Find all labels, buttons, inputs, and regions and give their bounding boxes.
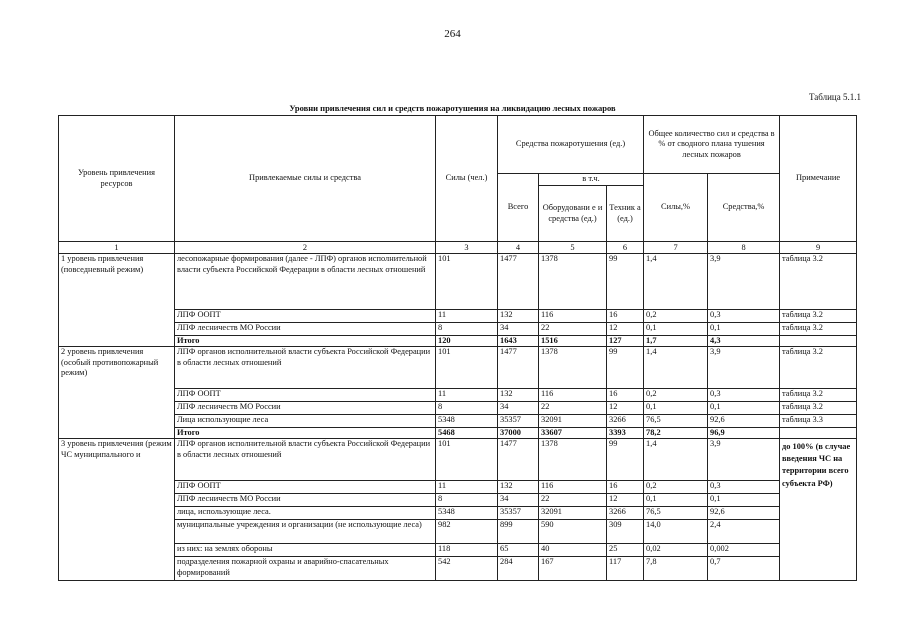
cell-total: 34 (498, 494, 539, 507)
table-row (59, 507, 857, 520)
table-row (59, 439, 857, 481)
level-label: 3 уровень привлечения (режим ЧС муниципального и (59, 439, 175, 581)
cell-note: таблица 3.2 (780, 347, 857, 389)
cell-forces-pct: 0,1 (644, 402, 708, 415)
cell-note: таблица 3.2 (780, 310, 857, 323)
level-label: 1 уровень привлечения (повседневный режим) (59, 254, 175, 347)
cell-vehicles: 16 (607, 310, 644, 323)
cell-forces-pct: 7,8 (644, 557, 708, 581)
cell-equipment: 1378 (539, 439, 607, 481)
table-row (59, 415, 857, 428)
cell-note: таблица 3.2 (780, 254, 857, 310)
row-name: лица, использующие леса. (175, 507, 436, 520)
cell-forces-pct: 0,02 (644, 544, 708, 557)
table-row (59, 481, 857, 494)
cell-means-pct: 0,3 (708, 481, 780, 494)
row-name: ЛПФ ООПТ (175, 389, 436, 402)
cell-means-pct: 0,002 (708, 544, 780, 557)
cell-equipment: 167 (539, 557, 607, 581)
cell-equipment: 22 (539, 402, 607, 415)
cell-means-pct: 92,6 (708, 507, 780, 520)
col-number: 5 (539, 242, 607, 254)
cell-vehicles: 12 (607, 494, 644, 507)
cell-equipment: 116 (539, 481, 607, 494)
table-row (59, 494, 857, 507)
row-name: лесопожарные формирования (далее - ЛПФ) органов исполнительной власти субъекта Российской Федерации в области лесных отношений (175, 254, 436, 310)
row-name: ЛПФ органов исполнительной власти субъекта Российской Федерации в области лесных отношений (175, 347, 436, 389)
cell-equipment: 1378 (539, 254, 607, 310)
table-row (59, 347, 857, 389)
col-number: 8 (708, 242, 780, 254)
cell-forces-pct: 0,2 (644, 310, 708, 323)
cell-equipment: 32091 (539, 415, 607, 428)
cell-forces-pct: 78,2 (644, 428, 708, 439)
cell-vehicles: 12 (607, 323, 644, 336)
cell-vehicles: 99 (607, 439, 644, 481)
cell-total: 899 (498, 520, 539, 544)
cell-forces: 120 (436, 336, 498, 347)
col-number: 1 (59, 242, 175, 254)
cell-forces-pct: 1,4 (644, 347, 708, 389)
cell-forces-pct: 1,4 (644, 439, 708, 481)
cell-forces: 5348 (436, 415, 498, 428)
header-forces-means: Привлекаемые силы и средства (175, 116, 436, 242)
cell-means-pct: 3,9 (708, 347, 780, 389)
cell-forces-pct: 1,4 (644, 254, 708, 310)
row-name: ЛПФ лесничеств МО России (175, 494, 436, 507)
cell-note (780, 336, 857, 347)
header-percent-group: Общее количество сил и средства в % от сводного плана тушения лесных пожаров (644, 116, 780, 174)
col-number: 9 (780, 242, 857, 254)
cell-total: 1643 (498, 336, 539, 347)
cell-forces-pct: 0,2 (644, 389, 708, 402)
cell-means-pct: 0,3 (708, 310, 780, 323)
cell-means-pct: 0,1 (708, 323, 780, 336)
total-row (59, 336, 857, 347)
cell-equipment: 116 (539, 389, 607, 402)
cell-total: 1477 (498, 254, 539, 310)
cell-equipment: 116 (539, 310, 607, 323)
cell-total: 35357 (498, 415, 539, 428)
cell-note: таблица 3.3 (780, 415, 857, 428)
cell-forces: 8 (436, 402, 498, 415)
cell-means-pct: 4,3 (708, 336, 780, 347)
cell-equipment: 33607 (539, 428, 607, 439)
cell-forces: 11 (436, 389, 498, 402)
cell-forces: 5468 (436, 428, 498, 439)
cell-forces: 982 (436, 520, 498, 544)
row-name: ЛПФ лесничеств МО России (175, 323, 436, 336)
table-row (59, 389, 857, 402)
cell-total: 37000 (498, 428, 539, 439)
table-row (59, 520, 857, 544)
cell-forces: 8 (436, 494, 498, 507)
cell-vehicles: 127 (607, 336, 644, 347)
table-row (59, 544, 857, 557)
cell-total: 34 (498, 402, 539, 415)
cell-note (780, 428, 857, 439)
cell-vehicles: 99 (607, 347, 644, 389)
cell-vehicles: 99 (607, 254, 644, 310)
row-name: Итого (175, 428, 436, 439)
header-means-group: Средства пожаротушения (ед.) (498, 116, 644, 174)
cell-means-pct: 0,3 (708, 389, 780, 402)
header-means-pct: Средства,% (708, 174, 780, 242)
cell-equipment: 1516 (539, 336, 607, 347)
row-name: ЛПФ ООПТ (175, 481, 436, 494)
header-forces-pct: Силы,% (644, 174, 708, 242)
cell-forces-pct: 0,2 (644, 481, 708, 494)
row-name: ЛПФ органов исполнительной власти субъекта Российской Федерации в области лесных отношений (175, 439, 436, 481)
header-total: Всего (498, 174, 539, 242)
table-title: Уровни привлечения сил и средств пожаротушения на ликвидацию лесных пожаров (289, 103, 616, 113)
table-row (59, 254, 857, 310)
cell-forces-pct: 76,5 (644, 507, 708, 520)
row-name: ЛПФ лесничеств МО России (175, 402, 436, 415)
table-row (59, 402, 857, 415)
cell-note: до 100% (в случае введения ЧС на территории всего субъекта РФ) (780, 439, 857, 581)
cell-means-pct: 3,9 (708, 439, 780, 481)
cell-total: 1477 (498, 347, 539, 389)
cell-vehicles: 117 (607, 557, 644, 581)
cell-total: 1477 (498, 439, 539, 481)
level-label: 2 уровень привлечения (особый противопожарный режим) (59, 347, 175, 439)
cell-equipment: 22 (539, 494, 607, 507)
cell-means-pct: 0,7 (708, 557, 780, 581)
row-name: муниципальные учреждения и организации (не использующие леса) (175, 520, 436, 544)
header-equipment: Оборудовани е и средства (ед.) (539, 186, 607, 242)
row-name: Итого (175, 336, 436, 347)
cell-forces: 101 (436, 347, 498, 389)
cell-forces: 542 (436, 557, 498, 581)
cell-total: 284 (498, 557, 539, 581)
cell-forces-pct: 0,1 (644, 494, 708, 507)
cell-note: таблица 3.2 (780, 389, 857, 402)
cell-equipment: 40 (539, 544, 607, 557)
cell-vehicles: 3393 (607, 428, 644, 439)
cell-forces: 11 (436, 310, 498, 323)
cell-total: 132 (498, 389, 539, 402)
cell-total: 65 (498, 544, 539, 557)
cell-total: 132 (498, 310, 539, 323)
total-row (59, 428, 857, 439)
cell-total: 35357 (498, 507, 539, 520)
cell-means-pct: 96,9 (708, 428, 780, 439)
cell-vehicles: 309 (607, 520, 644, 544)
cell-vehicles: 12 (607, 402, 644, 415)
row-name: из них: на землях обороны (175, 544, 436, 557)
row-name: подразделения пожарной охраны и аварийно-спасательных формирований (175, 557, 436, 581)
col-number: 2 (175, 242, 436, 254)
cell-forces: 101 (436, 254, 498, 310)
cell-vehicles: 16 (607, 481, 644, 494)
cell-means-pct: 92,6 (708, 415, 780, 428)
cell-equipment: 1378 (539, 347, 607, 389)
cell-means-pct: 0,1 (708, 494, 780, 507)
cell-vehicles: 25 (607, 544, 644, 557)
table-label: Таблица 5.1.1 (809, 92, 861, 102)
row-name: ЛПФ ООПТ (175, 310, 436, 323)
cell-forces-pct: 0,1 (644, 323, 708, 336)
col-number: 4 (498, 242, 539, 254)
cell-forces-pct: 1,7 (644, 336, 708, 347)
cell-means-pct: 2,4 (708, 520, 780, 544)
cell-equipment: 22 (539, 323, 607, 336)
header-forces: Силы (чел.) (436, 116, 498, 242)
cell-means-pct: 3,9 (708, 254, 780, 310)
cell-total: 34 (498, 323, 539, 336)
cell-forces: 8 (436, 323, 498, 336)
cell-total: 132 (498, 481, 539, 494)
cell-vehicles: 3266 (607, 415, 644, 428)
cell-note: таблица 3.2 (780, 402, 857, 415)
col-number: 6 (607, 242, 644, 254)
cell-means-pct: 0,1 (708, 402, 780, 415)
cell-equipment: 32091 (539, 507, 607, 520)
cell-forces: 118 (436, 544, 498, 557)
cell-forces: 5348 (436, 507, 498, 520)
cell-forces: 11 (436, 481, 498, 494)
cell-equipment: 590 (539, 520, 607, 544)
table-row (59, 557, 857, 581)
cell-forces-pct: 14,0 (644, 520, 708, 544)
cell-vehicles: 3266 (607, 507, 644, 520)
row-name: Лица использующие леса (175, 415, 436, 428)
header-incl: в т.ч. (539, 174, 644, 186)
header-level: Уровень привлечения ресурсов (59, 116, 175, 242)
table-row (59, 323, 857, 336)
header-vehicles: Техник а (ед.) (607, 186, 644, 242)
cell-forces-pct: 76,5 (644, 415, 708, 428)
page-number: 264 (444, 28, 461, 40)
cell-forces: 101 (436, 439, 498, 481)
col-number: 7 (644, 242, 708, 254)
cell-note: таблица 3.2 (780, 323, 857, 336)
header-note: Примечание (780, 116, 857, 242)
forces-table (58, 115, 857, 581)
cell-vehicles: 16 (607, 389, 644, 402)
table-row (59, 310, 857, 323)
col-number: 3 (436, 242, 498, 254)
